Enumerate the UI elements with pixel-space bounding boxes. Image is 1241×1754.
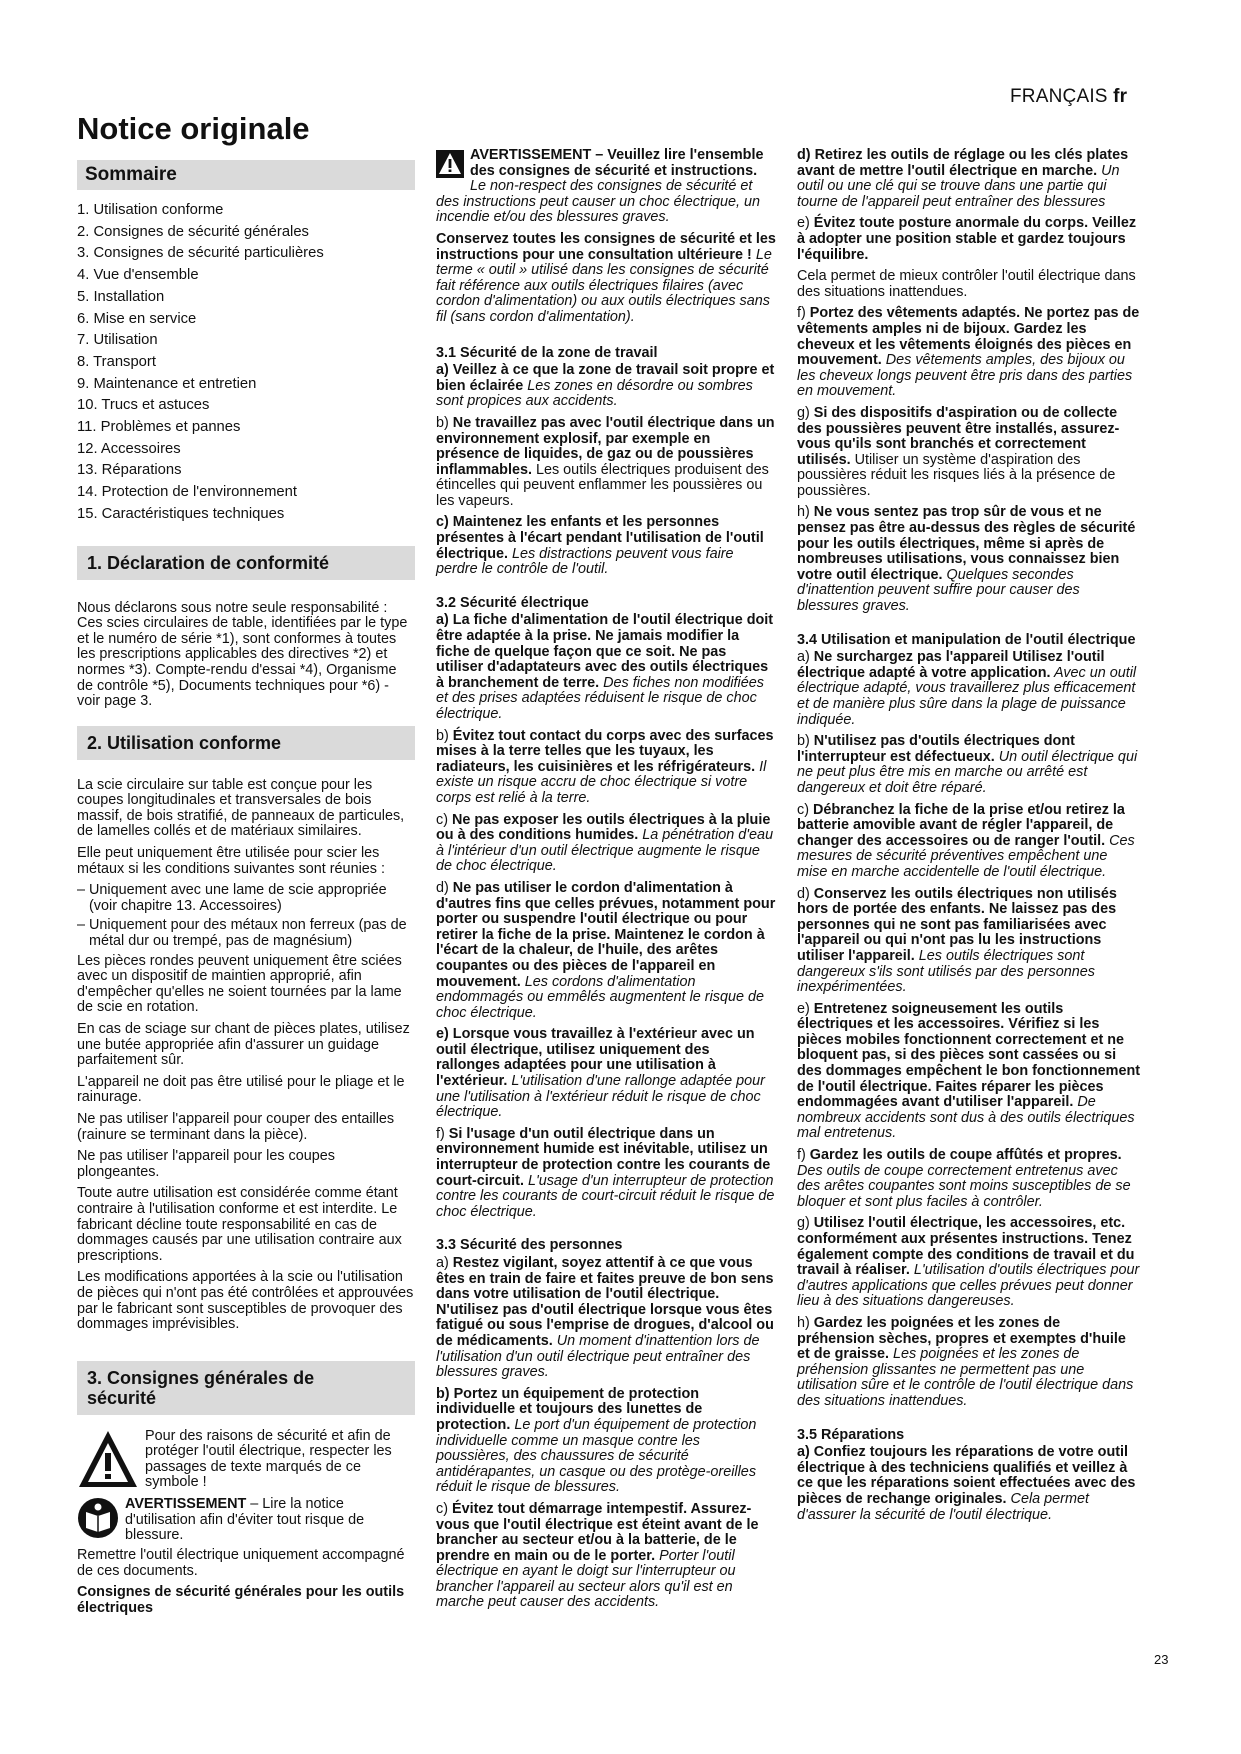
rule-item: h) Ne vous sentez pas trop sûr de vous et ne pensez pas être au-dessus des règles de sécurité pour les outils électriques, même si après de nombreuses utilisations, vous connaissez bien votre outil électrique. Quelques secondes d'inattention peuvent suffire pour causer des blessures graves.	[797, 504, 1136, 615]
rule-item: f) Gardez les outils de coupe affûtés et propres. Des outils de coupe correctement entretenus avec des arêtes coupantes sont moins susceptibles de se bloquer et sont plus faciles à contrôler.	[797, 1147, 1131, 1210]
toc-item: 15. Caractéristiques techniques	[77, 505, 285, 522]
toc-item: 6. Mise en service	[77, 310, 197, 327]
s2-paragraph: Les modifications apportées à la scie ou l'utilisation de pièces qui n'ont pas été contrôlées et approuvées par le fabricant sont susceptibles de provoquer des dommages imprévisibles.	[77, 1269, 414, 1333]
keep-italic: Le terme « outil » utilisé dans les consignes de sécurité fait référence aux outils électriques filaires (avec cordon d'alimentation) ou aux outils électriques sans fil (sans cordon d'alimentation).	[436, 246, 772, 325]
warn-italic: Le non-respect des consignes de sécurité et des instructions peut causer un choc électrique, un incendie et/ou des blessures graves.	[436, 178, 760, 226]
column-3	[797, 148, 1141, 1529]
rule-item: d) Retirez les outils de réglage ou les clés plates avant de mettre l'outil électrique en marche. Un outil ou une clé qui se trouve dans une partie qui tourne de l'appareil peut entraîner des blessures	[797, 147, 1129, 210]
rule-item: c) Maintenez les enfants et les personnes présentes à l'écart pendant l'utilisation de l'outil électrique. Les distractions peuvent vous faire perdre le contrôle de l'outil.	[436, 514, 764, 578]
s2-paragraph: Toute autre utilisation est considérée comme étant contraire à l'utilisation conforme et est interdite. Le fabricant décline toute responsabilité en cas de dommages causés par une utilisation contraire aux prescriptions.	[77, 1185, 402, 1264]
toc-item: 12. Accessoires	[77, 440, 181, 457]
toc-item: 11. Problèmes et pannes	[77, 419, 241, 436]
keep-bold: Conservez toutes les consignes de sécurité et les instructions pour une consultation ultérieure !	[436, 230, 776, 263]
warn-text: – Lire la notice d'utilisation afin d'éviter tout risque de blessure.	[125, 1496, 365, 1544]
keep-instructions	[436, 232, 776, 326]
toc-item: 10. Trucs et astuces	[77, 397, 210, 414]
toc-heading: Sommaire	[77, 160, 415, 190]
s2-paragraph: La scie circulaire sur table est conçue pour les coupes longitudinales et transversales de bois massif, de bois stratifié, de panneaux de particules, de lamelles collés et de matériaux similaires.	[77, 776, 405, 840]
subsection-3-5: 3.5 Réparations	[797, 1426, 905, 1443]
section-1-text: Nous déclarons sous notre seule responsabilité : Ces scies circulaires de table, identifiées par le type et le numéro de série *1), sont conformes à toutes les prescriptions applicables des directives *2) et normes *3). Compte-rendu d'essai *4), Organisme de contrôle *5), Documents techniques pour *6) - voir page 3.	[77, 599, 408, 710]
page-title: Notice originale	[77, 111, 310, 146]
rule-item: c) Évitez tout démarrage intempestif. Assurez-vous que l'outil électrique est éteint avant de le brancher au secteur et/ou à la batterie, de le prendre en main ou de le porter. Porter l'outil électrique en ayant le doigt sur l'interrupteur ou brancher l'appareil au secteur alors qu'il est en marche peut causer des accidents.	[436, 1500, 759, 1611]
rule-item: a) Veillez à ce que la zone de travail soit propre et bien éclairée Les zones en désordre ou sombres sont propices aux accidents.	[436, 362, 775, 410]
s2-paragraph: Ne pas utiliser l'appareil pour couper des entailles (rainure se terminant dans la pièce).	[77, 1110, 395, 1143]
subsection-3-3: 3.3 Sécurité des personnes	[436, 1237, 623, 1254]
column-1	[77, 108, 415, 1622]
rule-item: f) Portez des vêtements adaptés. Ne portez pas de vêtements amples ni de bijoux. Gardez les cheveux et les vêtements éloignés des pièces en mouvement. Des vêtements amples, des bijoux ou les cheveux longs peuvent être pris dans des parties en mouvement.	[797, 305, 1140, 400]
toc-item: 5. Installation	[77, 288, 165, 305]
rule-item: e) Lorsque vous travaillez à l'extérieur avec un outil électrique, utilisez uniquement des rallonges adaptées pour une utilisation à l'extérieur. L'utilisation d'une rallonge adaptée pour une l'utilisation à l'extérieur réduit le risque de choc électrique.	[436, 1026, 765, 1121]
s2-paragraph: Elle peut uniquement être utilisée pour scier les métaux si les conditions suivantes sont réunies :	[77, 845, 385, 877]
rule-item: d) Conservez les outils électriques non utilisés hors de portée des enfants. Ne laissez pas des personnes qui ne sont pas familiarisées avec l'appareil ou qui n'ont pas lu les instructions utiliser l'appareil. Les outils électriques sont dangereux s'ils sont utilisés par des personnes inexpérimentées.	[797, 885, 1117, 996]
rule-item: b) Évitez tout contact du corps avec des surfaces mises à la terre telles que les tuyaux, les radiateurs, les cuisinières et les réfrigérateurs. Il existe un risque accru de choc électrique si votre corps est relié à la terre.	[436, 727, 774, 806]
toc-item: 1. Utilisation conforme	[77, 202, 224, 218]
rule-item: g) Si des dispositifs d'aspiration ou de collecte des poussières peuvent être installés, assurez-vous qu'ils sont branchés et correctement utilisés. Utiliser un système d'aspiration des poussières réduit les risques liés à la présence de poussières.	[797, 404, 1120, 499]
general-warning	[436, 148, 776, 226]
rule-item: b) Ne travaillez pas avec l'outil électrique dans un environnement explosif, par exemple en présence de liquides, de gaz ou de poussières inflammables. Les outils électriques produisent des étincelles qui peuvent enflammer les poussières ou les vapeurs.	[436, 414, 775, 509]
toc-item: 7. Utilisation	[77, 332, 158, 349]
rule-item: e) Évitez toute posture anormale du corps. Veillez à adopter une position stable et gardez toujours l'équilibre.	[797, 215, 1137, 263]
warning-triangle-icon	[77, 1429, 139, 1494]
subsection-3-2: 3.2 Sécurité électrique	[436, 594, 589, 611]
subsection-3-1: 3.1 Sécurité de la zone de travail	[436, 344, 658, 361]
language-name: FRANÇAIS	[1010, 86, 1108, 107]
rule-item: a) La fiche d'alimentation de l'outil électrique doit être adaptée à la prise. Ne jamais modifier la fiche de quelque façon que ce soit. Ne pas utiliser d'adaptateurs avec des outils électriques à branchement de terre. Des fiches non modifiées et des prises adaptées réduisent le risque de choc électrique.	[436, 612, 774, 722]
toc-list	[77, 200, 415, 526]
s2-paragraph: Ne pas utiliser l'appareil pour les coupes plongeantes.	[77, 1148, 335, 1180]
s2-paragraph: L'appareil ne doit pas être utilisé pour le pliage et le rainurage.	[77, 1073, 405, 1106]
rule-item: f) Si l'usage d'un outil électrique dans un environnement humide est inévitable, utilisez un interrupteur de protection contre les courants de court-circuit. L'usage d'un interrupteur de protection contre les courants de court-circuit réduit le risque de choc électrique.	[436, 1125, 775, 1220]
rule-item: a) Restez vigilant, soyez attentif à ce que vous êtes en train de faire et faites preuve de bon sens dans votre utilisation de l'outil électrique. N'utilisez pas d'outil électrique lorsque vous êtes fatigué ou sous l'emprise de drogues, d'alcool ou de médicaments. Un moment d'inattention lors de l'utilisation d'un outil électrique peut entraîner des blessures graves.	[436, 1255, 774, 1381]
rule-item: Cela permet de mieux contrôler l'outil électrique dans des situations inattendues.	[797, 268, 1136, 300]
rule-item: h) Gardez les poignées et les zones de préhension sèches, propres et exemptes d'huile et de graisse. Les poignées et les zones de préhension glissantes ne permettent pas une utilisation sûre et le contrôle de l'outil électrique dans des situations inattendues.	[797, 1314, 1134, 1409]
section-2-heading: 2. Utilisation conforme	[77, 726, 415, 760]
rule-item: c) Débranchez la fiche de la prise et/ou retirez la batterie amovible avant de régler l'appareil, de changer des accessoires ou de ranger l'outil. Ces mesures de sécurité préventives empêchent une mise en marche accidentelle de l'outil électrique.	[797, 801, 1135, 880]
rule-item: c) Ne pas exposer les outils électriques à la pluie ou à des conditions humides. La pénétration d'eau à l'intérieur d'un outil électrique augmente le risque de choc électrique.	[436, 811, 774, 875]
toc-item: 14. Protection de l'environnement	[77, 484, 297, 501]
general-safety-heading: Consignes de sécurité générales pour les outils électriques	[77, 1584, 405, 1616]
page-number: 23	[1154, 1652, 1169, 1667]
warning-triangle-icon	[436, 150, 464, 183]
symbol-note-text: Pour des raisons de sécurité et afin de protéger l'outil électrique, respecter les passages de texte marqués de ce symbole !	[145, 1427, 392, 1491]
manual-warning	[77, 1497, 415, 1544]
warn-label: AVERTISSEMENT	[125, 1496, 247, 1513]
toc-item: 8. Transport	[77, 353, 156, 370]
read-manual-icon	[77, 1497, 119, 1544]
s3-paragraph: Remettre l'outil électrique uniquement accompagné de ces documents.	[77, 1547, 405, 1579]
toc-item: 4. Vue d'ensemble	[77, 267, 199, 284]
dash-item: – Uniquement avec une lame de scie appropriée (voir chapitre 13. Accessoires)	[77, 882, 387, 914]
rule-item: e) Entretenez soigneusement les outils électriques et les accessoires. Vérifiez si les pièces mobiles fonctionnent correctement et ne bloquent pas, si des pièces sont cassées ou si des dommages empêchent le bon fonctionnement de l'outil électrique. Faites réparer les pièces endommagées avant d'utiliser l'appareil. De nombreux accidents sont dus à des outils électriques mal entretenus.	[797, 1000, 1141, 1142]
language-label	[1010, 86, 1127, 108]
rule-item: b) N'utilisez pas d'outils électriques dont l'interrupteur est défectueux. Un outil électrique qui ne peut plus être mis en marche ou arrêté est dangereux et doit être réparé.	[797, 733, 1138, 796]
section-3-heading: 3. Consignes générales de sécurité	[77, 1361, 415, 1415]
toc-item: 3. Consignes de sécurité particulières	[77, 245, 324, 262]
manual-warning-text	[125, 1497, 415, 1544]
rule-item: a) Confiez toujours les réparations de votre outil électrique à des techniciens qualifiés et veillez à ce que les réparations soient effectuées avec des pièces de rechange originales. Cela permet d'assurer la sécurité de l'outil électrique.	[797, 1444, 1136, 1523]
rule-item: d) Ne pas utiliser le cordon d'alimentation à d'autres fins que celles prévues, notamment pour porter ou suspendre l'outil électrique ou pour retirer la fiche de la prise. Maintenez le cordon à l'écart de la chaleur, de l'huile, des arêtes coupantes ou des pièces de l'appareil en mouvement. Les cordons d'alimentation endommagés ou emmêlés augmentent le risque de choc électrique.	[436, 879, 776, 1021]
dash-item: – Uniquement pour des métaux non ferreux (pas de métal dur ou trempé, pas de magnésium)	[77, 917, 407, 950]
language-code: fr	[1113, 86, 1128, 107]
rule-item: g) Utilisez l'outil électrique, les accessoires, etc. conformément aux présentes instructions. Tenez également compte des conditions de travail et du travail à réaliser. L'utilisation d'outils électriques pour d'autres applications que celles prévues peut donner lieu à des situations dangereuses.	[797, 1215, 1140, 1310]
column-2	[436, 148, 776, 1617]
s2-paragraph: En cas de sciage sur chant de pièces plates, utilisez une butée appropriée afin d'assurer un guidage parfaitement sûr.	[77, 1021, 410, 1069]
section-1-heading: 1. Déclaration de conformité	[77, 546, 415, 580]
toc-item: 9. Maintenance et entretien	[77, 375, 257, 392]
subsection-3-4: 3.4 Utilisation et manipulation de l'outil électrique	[797, 631, 1136, 648]
rule-item: b) Portez un équipement de protection individuelle et toujours des lunettes de protection. Le port d'un équipement de protection individuelle comme un masque contre les poussières, des chaussures de sécurité antidérapantes, un casque ou des protège-oreilles réduit le risque de blessures.	[436, 1385, 757, 1496]
rule-item: a) Ne surchargez pas l'appareil Utilisez l'outil électrique adapté à votre application. Avec un outil électrique adapté, vous travaillerez plus efficacement et de manière plus sûre dans la plage de puissance indiquée.	[797, 649, 1137, 728]
toc-item: 2. Consignes de sécurité générales	[77, 223, 309, 240]
toc-item: 13. Réparations	[77, 462, 182, 479]
symbol-note	[77, 1429, 415, 1494]
warn-bold: AVERTISSEMENT – Veuillez lire l'ensemble des consignes de sécurité et instructions.	[470, 147, 764, 179]
s2-paragraph: Les pièces rondes peuvent uniquement être sciées avec un dispositif de maintien approprié, afin d'empêcher qu'elles ne soient tournées par la lame de scie en rotation.	[77, 952, 402, 1016]
s2-dash-list	[77, 883, 415, 949]
